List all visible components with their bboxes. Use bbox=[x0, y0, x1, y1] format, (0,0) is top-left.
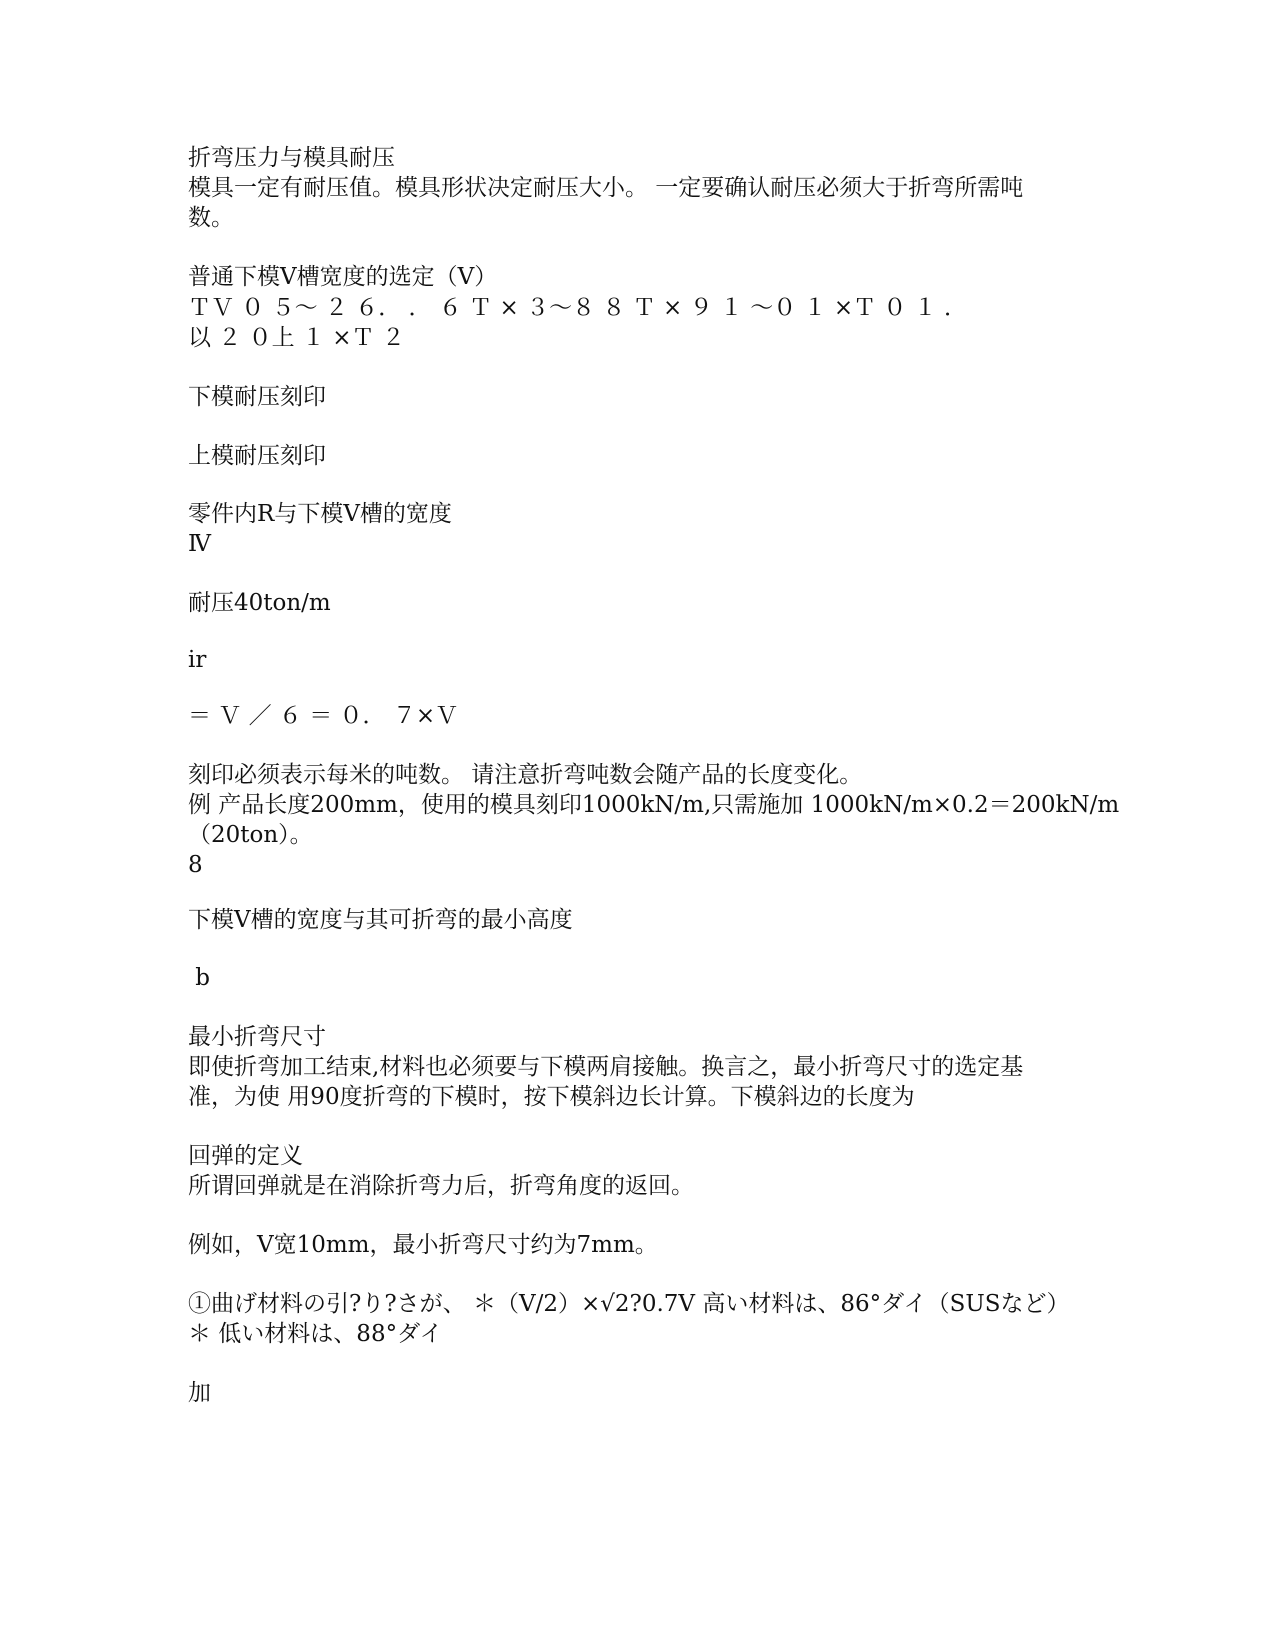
paragraph-line: 准，为使 用90度折弯的下模时，按下模斜边长计算。下模斜边的长度为 bbox=[188, 1084, 915, 1110]
paragraph-line: 刻印必须表示每米的吨数。 请注意折弯吨数会随产品的长度变化。 bbox=[188, 762, 863, 788]
heading-min-height: 下模V槽的宽度与其可折弯的最小高度 bbox=[188, 907, 573, 933]
paragraph-line: 数。 bbox=[188, 205, 234, 231]
label-trailing: 加 bbox=[188, 1380, 211, 1406]
paragraph-line: 即使折弯加工结束,材料也必须要与下模两肩接触。换言之，最小折弯尺寸的选定基 bbox=[188, 1054, 1024, 1080]
label-b: b bbox=[188, 965, 211, 991]
paragraph-line: 所谓回弹就是在消除折弯力后，折弯角度的返回。 bbox=[188, 1173, 694, 1199]
label-ir: ir bbox=[188, 647, 207, 673]
label-number: 8 bbox=[188, 852, 203, 878]
paragraph-line: ＊ 低い材料は、88°ダイ bbox=[188, 1321, 443, 1347]
heading-inner-r-v-width: 零件内R与下模V槽的宽度 bbox=[188, 501, 452, 527]
paragraph-line: 例 产品长度200mm，使用的模具刻印1000kN/m,只需施加 1000kN/m×0.2＝200kN/m bbox=[188, 792, 1120, 818]
heading-min-bend-size: 最小折弯尺寸 bbox=[188, 1024, 326, 1050]
formula-line: ＝ Ｖ ／ ６ ＝ ０． ７×Ｖ bbox=[188, 703, 459, 729]
paragraph-line: 模具一定有耐压值。模具形状决定耐压大小。 一定要确认耐压必须大于折弯所需吨 bbox=[188, 175, 1024, 201]
paragraph-line: ①曲げ材料の引?り?さが、 ＊（V/2）×√2?0.7V 高い材料は、86°ダイ（SUSなど） bbox=[188, 1291, 1070, 1317]
label-upper-die-marking: 上模耐压刻印 bbox=[188, 443, 326, 469]
heading-bending-pressure: 折弯压力与模具耐压 bbox=[188, 145, 395, 171]
paragraph-line: （20ton）。 bbox=[188, 822, 313, 848]
label-roman-numeral: Ⅳ bbox=[188, 531, 211, 557]
label-lower-die-marking: 下模耐压刻印 bbox=[188, 384, 326, 410]
paragraph-line: 例如，V宽10mm，最小折弯尺寸约为7mm。 bbox=[188, 1232, 658, 1258]
heading-springback: 回弹的定义 bbox=[188, 1143, 303, 1169]
heading-v-groove-selection: 普通下模V槽宽度的选定（V） bbox=[188, 264, 498, 290]
paragraph-line: ＴＶ ０ ５～ ２ ６． ． ６ Ｔ × ３～８ ８ Ｔ × ９ １ ～０ １ ×Ｔ ０ １ ． bbox=[188, 295, 968, 321]
label-pressure-rating: 耐压40ton/m bbox=[188, 590, 331, 616]
paragraph-line: 以 ２ ０上 １ ×Ｔ ２ bbox=[188, 325, 405, 351]
